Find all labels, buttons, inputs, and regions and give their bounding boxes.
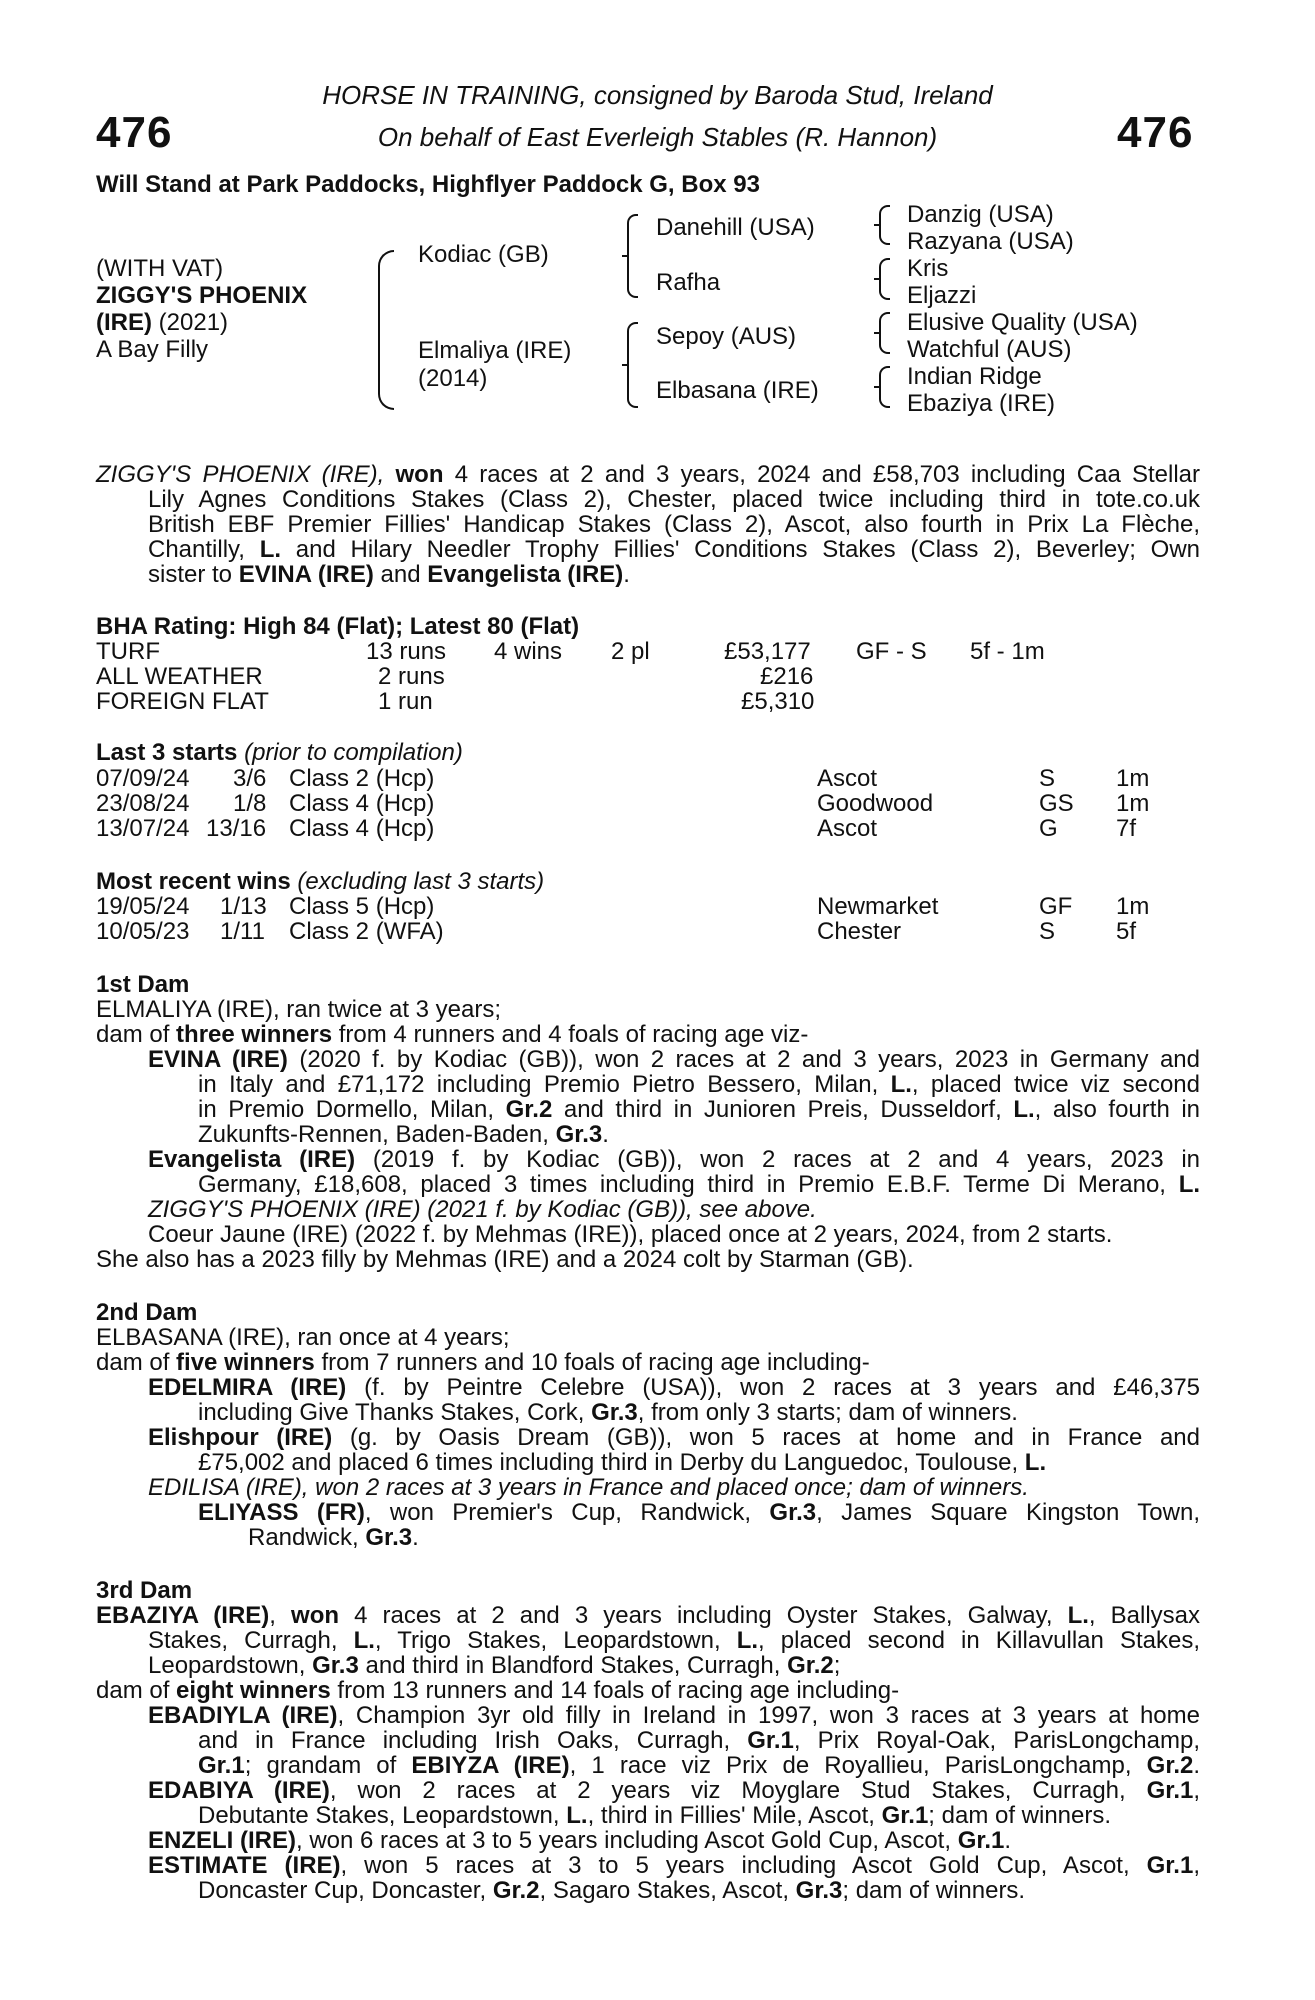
produce-line: Coeur Jaune (IRE) (2022 f. by Mehmas (IRE)), placed once at 2 years, 2024, from 2 starts. — [148, 1221, 1113, 1248]
dam-line: ELMALIYA (IRE), ran twice at 3 years; — [96, 996, 502, 1023]
lot-number-right: 476 — [1117, 108, 1194, 157]
rating-runs: 2 runs — [378, 663, 445, 690]
rating-surface: ALL WEATHER — [96, 663, 263, 690]
rating-wins: 4 wins — [494, 638, 563, 665]
win-distance: 1m — [1116, 893, 1150, 920]
rating-distance: 5f - 1m — [970, 638, 1045, 665]
start-going: S — [1039, 765, 1056, 792]
pedigree-sds: Kris — [907, 255, 949, 282]
dam-line: ELBASANA (IRE), ran once at 4 years; — [96, 1324, 510, 1351]
pedigree-sire: Kodiac (GB) — [418, 241, 549, 268]
produce-line: EVINA (IRE) (2020 f. by Kodiac (GB)), won 2 races at 2 and 3 years, 2023 in Germany and — [148, 1046, 1201, 1073]
pedigree-ssd: Razyana (USA) — [907, 228, 1074, 255]
summary-line: Lily Agnes Conditions Stakes (Class 2), Chester, placed twice including third in tote.co.uk — [148, 486, 1200, 513]
produce-line: and in France including Irish Oaks, Curragh, Gr.1, Prix Royal-Oak, ParisLongchamp, — [198, 1727, 1200, 1754]
summary-line: ZIGGY'S PHOENIX (IRE), won 4 races at 2 and 3 years, 2024 and £58,703 including Caa Stellar — [96, 461, 1200, 488]
rating-going: GF - S — [856, 638, 927, 665]
pedigree-sdd: Eljazzi — [907, 282, 977, 309]
start-race: Class 4 (Hcp) — [289, 815, 435, 842]
pedigree-bracket-ds — [874, 312, 888, 354]
pedigree-bracket-sd — [874, 258, 888, 300]
pedigree-sss: Danzig (USA) — [907, 201, 1054, 228]
start-position: 13/16 — [206, 815, 267, 842]
start-going: G — [1039, 815, 1058, 842]
third-dam-title: 3rd Dam — [96, 1577, 193, 1604]
produce-line: ELIYASS (FR), won Premier's Cup, Randwick, Gr.3, James Square Kingston Town, — [198, 1499, 1200, 1526]
win-position: 1/11 — [220, 918, 265, 945]
pedigree-dam-sire: Sepoy (AUS) — [656, 323, 797, 350]
produce-line: EDELMIRA (IRE) (f. by Peintre Celebre (USA)), won 2 races at 3 years and £46,375 — [148, 1374, 1201, 1401]
produce-line: £75,002 and placed 6 times including third in Derby du Languedoc, Toulouse, L. — [198, 1449, 1047, 1476]
start-course: Ascot — [817, 815, 878, 842]
pedigree-dam-year: (2014) — [418, 365, 488, 392]
produce-line: including Give Thanks Stakes, Cork, Gr.3, from only 3 starts; dam of winners. — [198, 1399, 1018, 1426]
pedigree-bracket-dam — [622, 322, 636, 408]
win-going: S — [1039, 918, 1056, 945]
pedigree-sire-dam: Rafha — [656, 269, 721, 296]
produce-line: ENZELI (IRE), won 6 races at 3 to 5 years including Ascot Gold Cup, Ascot, Gr.1. — [148, 1827, 1012, 1854]
produce-line: Randwick, Gr.3. — [248, 1524, 419, 1551]
horse-name: ZIGGY'S PHOENIX — [96, 282, 308, 309]
pedigree-dss: Elusive Quality (USA) — [907, 309, 1138, 336]
rating-surface: FOREIGN FLAT — [96, 688, 269, 715]
behalf-line: On behalf of East Everleigh Stables (R. Hannon) — [377, 122, 938, 152]
dam-line: dam of five winners from 7 runners and 10 foals of racing age including- — [96, 1349, 870, 1376]
win-date: 19/05/24 — [96, 893, 190, 920]
last-starts-title: Last 3 starts (prior to compilation) — [96, 739, 463, 766]
start-race: Class 2 (Hcp) — [289, 765, 435, 792]
produce-line: Germany, £18,608, placed 3 times including third in Premio E.B.F. Terme Di Merano, L. — [198, 1171, 1201, 1198]
bha-rating-title: BHA Rating: High 84 (Flat); Latest 80 (Flat) — [96, 613, 580, 640]
start-distance: 1m — [1116, 765, 1150, 792]
rating-money: £5,310 — [741, 688, 815, 715]
start-position: 1/8 — [233, 790, 267, 817]
pedigree-bracket-main — [378, 250, 394, 410]
produce-line: ESTIMATE (IRE), won 5 races at 3 to 5 years including Ascot Gold Cup, Ascot, Gr.1, — [148, 1852, 1200, 1879]
consignor-line: HORSE IN TRAINING, consigned by Baroda Stud, Ireland — [322, 80, 993, 110]
rating-surface: TURF — [96, 638, 160, 665]
pedigree-ddd: Ebaziya (IRE) — [907, 390, 1056, 417]
start-date: 23/08/24 — [96, 790, 190, 817]
start-position: 3/6 — [233, 765, 267, 792]
start-distance: 7f — [1116, 815, 1137, 842]
produce-line: She also has a 2023 filly by Mehmas (IRE) and a 2024 colt by Starman (GB). — [96, 1246, 914, 1273]
rating-money: £53,177 — [724, 638, 811, 665]
win-distance: 5f — [1116, 918, 1137, 945]
pedigree-dds: Indian Ridge — [907, 363, 1042, 390]
win-position: 1/13 — [220, 893, 267, 920]
summary-line: sister to EVINA (IRE) and Evangelista (IRE). — [148, 561, 630, 588]
start-course: Ascot — [817, 765, 878, 792]
produce-line: EDILISA (IRE), won 2 races at 3 years in France and placed once; dam of winners. — [148, 1474, 1029, 1501]
summary-line: Chantilly, L. and Hilary Needler Trophy Fillies' Conditions Stakes (Class 2), Beverley; Own — [148, 536, 1201, 563]
produce-line: in Premio Dormello, Milan, Gr.2 and third in Junioren Preis, Dusseldorf, L., also fourth in — [198, 1096, 1201, 1123]
win-course: Chester — [817, 918, 902, 945]
produce-line: Evangelista (IRE) (2019 f. by Kodiac (GB)), won 2 races at 2 and 4 years, 2023 in — [148, 1146, 1201, 1173]
recent-wins-title: Most recent wins (excluding last 3 starts) — [96, 868, 545, 895]
second-dam-title: 2nd Dam — [96, 1299, 198, 1326]
summary-line: British EBF Premier Fillies' Handicap Stakes (Class 2), Ascot, also fourth in Prix La Flèche, — [148, 511, 1200, 538]
pedigree-dam: Elmaliya (IRE) — [418, 337, 572, 364]
produce-line: in Italy and £71,172 including Premio Pietro Bessero, Milan, L., placed twice viz second — [198, 1071, 1201, 1098]
produce-line: ZIGGY'S PHOENIX (IRE) (2021 f. by Kodiac (GB)), see above. — [148, 1196, 817, 1223]
dam-line: Leopardstown, Gr.3 and third in Blandford Stakes, Curragh, Gr.2; — [148, 1652, 841, 1679]
win-date: 10/05/23 — [96, 918, 190, 945]
first-dam-title: 1st Dam — [96, 971, 190, 998]
dam-line: Stakes, Curragh, L., Trigo Stakes, Leopardstown, L., placed second in Killavullan Stakes, — [148, 1627, 1200, 1654]
horse-description: A Bay Filly — [96, 336, 209, 363]
pedigree-dsd: Watchful (AUS) — [907, 336, 1072, 363]
win-going: GF — [1039, 893, 1073, 920]
pedigree-dam-dam: Elbasana (IRE) — [656, 377, 819, 404]
rating-placed: 2 pl — [611, 638, 650, 665]
horse-origin-year: (IRE) (2021) — [96, 309, 229, 336]
win-race: Class 2 (WFA) — [289, 918, 444, 945]
produce-line: Zukunfts-Rennen, Baden-Baden, Gr.3. — [198, 1121, 609, 1148]
vat-note: (WITH VAT) — [96, 255, 224, 282]
lot-number-left: 476 — [96, 108, 173, 157]
rating-runs: 1 run — [378, 688, 433, 715]
dam-line: EBAZIYA (IRE), won 4 races at 2 and 3 years including Oyster Stakes, Galway, L., Ballysax — [96, 1602, 1200, 1629]
start-date: 07/09/24 — [96, 765, 190, 792]
pedigree-bracket-ss — [874, 205, 888, 245]
start-course: Goodwood — [817, 790, 934, 817]
produce-line: Gr.1; grandam of EBIYZA (IRE), 1 race viz Prix de Royallieu, ParisLongchamp, Gr.2. — [198, 1752, 1201, 1779]
location-line: Will Stand at Park Paddocks, Highflyer Paddock G, Box 93 — [96, 171, 760, 198]
dam-line: dam of eight winners from 13 runners and 14 foals of racing age including- — [96, 1677, 900, 1704]
produce-line: EDABIYA (IRE), won 2 races at 2 years viz Moyglare Stud Stakes, Curragh, Gr.1, — [148, 1777, 1201, 1804]
win-race: Class 5 (Hcp) — [289, 893, 435, 920]
start-going: GS — [1039, 790, 1074, 817]
win-course: Newmarket — [817, 893, 939, 920]
produce-line: Debutante Stakes, Leopardstown, L., third in Fillies' Mile, Ascot, Gr.1; dam of winners. — [198, 1802, 1112, 1829]
start-race: Class 4 (Hcp) — [289, 790, 435, 817]
dam-line: dam of three winners from 4 runners and 4 foals of racing age viz- — [96, 1021, 809, 1048]
produce-line: Elishpour (IRE) (g. by Oasis Dream (GB)), won 5 races at home and in France and — [148, 1424, 1200, 1451]
pedigree-bracket-sire — [622, 214, 636, 298]
pedigree-bracket-dd — [874, 366, 888, 408]
produce-line: EBADIYLA (IRE), Champion 3yr old filly in Ireland in 1997, won 3 races at 3 years at home — [148, 1702, 1200, 1729]
start-date: 13/07/24 — [96, 815, 190, 842]
produce-line: Doncaster Cup, Doncaster, Gr.2, Sagaro Stakes, Ascot, Gr.3; dam of winners. — [198, 1877, 1026, 1904]
rating-money: £216 — [760, 663, 814, 690]
start-distance: 1m — [1116, 790, 1150, 817]
pedigree-sire-sire: Danehill (USA) — [656, 214, 815, 241]
rating-runs: 13 runs — [366, 638, 447, 665]
